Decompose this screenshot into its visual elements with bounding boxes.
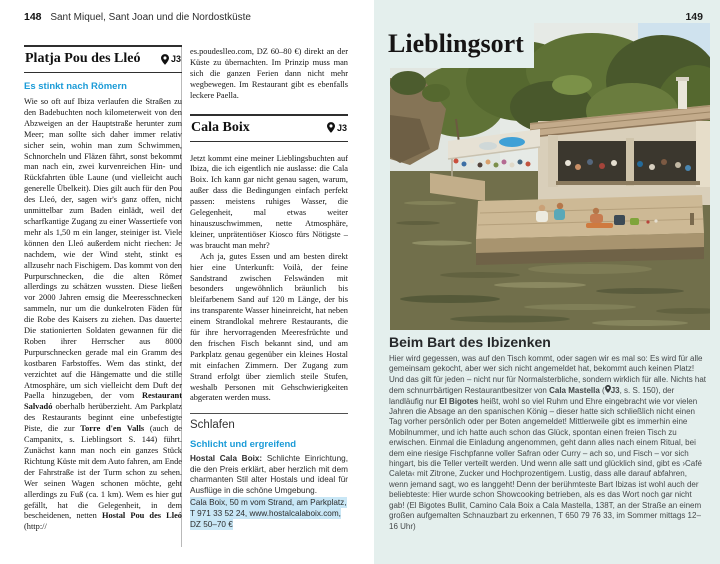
hostal-contact-info [190,498,348,530]
column-2 [190,45,348,530]
contact-highlight: Cala Boix, 50 m vom Strand, am Parkplatz, T 971 33 52 24, www.hostalcalaboix.com, DZ 50–70 € [190,498,347,529]
map-grid-ref: J3 [170,54,181,64]
article-body-text: Hier wird gegessen, was auf den Tisch kommt, oder sagen wir es mal so: Es wird für alle gemeinsam gekocht, aber wer sich nicht angemeldet hat, bekommt auch keinen Platz! Und das gilt für jeden – nicht nur für Normalsterbliche, sondern wirklich für alle. Nichts hat dem schnurrbärtigen Restaurantbesitzer von Cala Mastella ( J3, s. S. 150), der landläufig nur El Bigotes heißt, wohl so viel Ruhm und Ehre eingebracht wie vor vielen Jahren die Absage an den spanischen König – dieser hatte sich schließlich nicht einen Tag vorher persönlich oder per Boten angemeldet! Mittlerweile gibt es immerhin eine Mobilnummer, und ich hatte auch schon das Glück, spontan einen freien Tisch zu erwischen. Einmal die Einladung angenommen, geht dann alles nach einem Ritual, bei dem eine riesige Fischpfanne voller Safran oder Curry – ach so, und Fisch – vor sich hingart, bis die Teller verteilt werden. Und wenn alle satt und glücklich sind, gibt es ›Café Caleta‹ mit Zitrone, Zucker und Hochprozentigem. Lustig, dass alle darauf abfahren, wenn jemand sagt, wo es langgeht! Denn der berühmteste Bart Ibizas ist wohl auch der beliebteste: Hier wurde schon Showcooking betrieben, als es das Wort noch gar nicht gab! (El Bigotes Bullit, Camino Cala Boix a Cala Mastella, 138T, an der Straße an einem großen aufgemalten Schnauzbart zu erkennen, T 650 79 76 33, im Sommer mittags 12–16 Uhr) [389,354,707,531]
column-1 [24,45,182,533]
article-heading: Beim Bart des Ibizenken [389,334,551,350]
running-header [24,11,354,23]
map-reference [161,54,181,65]
entry-title: Platja Pou des Lleó [25,51,141,66]
entry-header-cala-boix [190,114,348,142]
map-grid-ref: J3 [336,122,347,133]
entry-body-text: Ach ja, gutes Essen und am besten direkt hier eine Unterkunft: Voilà, der feine Sandstrand zwischen Felswänden mit besonders ungewöhnlich bräunlich bis bleifarbenem Sand auf 120 m Länge, der bis ins transparente Wasser hineinreicht, hat neben einem Strandlokal mehrere Restaurants, die für ihre hervorragenden Meeresfrüchte und den frischen Fisch bekannt sind, und am Parkplatz genau gegenüber ein kleines Hostal mit einfachen Zimmern. Der Zugang zum Strand erfolgt über ziemlich steile Stufen, weshalb Personen mit Gehschwierigkeiten abgeraten werden muss. [190,251,348,403]
sleep-subhead: Schlicht und ergreifend [190,439,297,451]
map-pin-icon [327,122,335,133]
entry-body-text: Wie so oft auf Ibiza verlaufen die Straßen zu den Badebuchten noch kilometerweit von den Abzweigen an der Hauptstraße herunter zum Meer; man sollte sich daher immer relativ sicher sein, wohin man zum Schwimmen, Schnorcheln und Fläzen fährt, sonst bekommt man nach ein, zwei kurvenreichen Hin- und Rückfahrten üble Laune (und vielleicht auch generelle Übelkeit). Dies gilt auch für den Pou des Lleó, der, sagen wir's ganz offen, nicht unmittelbar zum Baden einlädt, weil der scharfkantige Zugang zu einer Wassertiefe von mehr als 1,50 m ein langer, steiniger ist. Viele können den Lleó außerdem nicht riechen: Je nachdem, wie der Wind steht, stinkt es allzusehr nach Fischigem. Das kommt von den Purpurschnecken, die die alten Römer allerdings zu schätzen wussten. Diese ließen vor 2000 Jahren emsig die Meeresschnecken sammeln, nur um die dunkelroten Fäden für die Robe des Kaisers zu ziehen. Das dauerte: Die stationierten Soldaten gewannen für die Roben ihrer Herrscher aus 8000 Purpurschnecken gerade mal ein Gramm des kostbaren Farbstoffes. Wem das stinkt, der verzichtet auf die Hängematte und die stille Atmosphäre, um sich vielleicht dem Duft der Paella hinzugeben, der vom Restaurant Salvadó oberhalb herüberzieht. Am Parkplatz des Restaurants beginnt eine unbefestigte Piste, die zur Torre d'en Valls (auch de Campanitx, s. Lieblingsort S. 144) führt. Zunächst kann man noch ein ganzes Stück Richtung Küste mit dem Auto fahren, am Ende der Fahrstraße ist der Turm schon zu sehen. Wer seinen Wagen schonen möchte, geht allerdings zu Fuß (ca. 1 km). Wem es hier gut gefällt, hat die Gelegenheit, in dem bescheidenen, netten Hostal Pou des Lleó (http:// [24,97,182,532]
hostal-review-text: Hostal Cala Boix: Schlichte Einrichtung, die den Preis erklärt, aber herzlich mit dem charmanten Stil alter Hostals und ideal für Ausflüge in die schöne Umgebung. [190,454,348,495]
feature-title: Lieblingsort [374,22,534,68]
entry-subhead: Es stinkt nach Römern [24,81,127,92]
page-number-right: 149 [685,11,703,23]
section-title-schlafen: Schlafen [190,419,235,432]
page-number-left: 148 [24,11,42,23]
entry-body-text: Jetzt kommt eine meiner Lieblingsbuchten auf Ibiza, die ich eigentlich nie auslasse: die Cala Boix. Ich kann gar nicht genau sagen, warum, außer dass die Bedingungen einfach perfekt passen: meistens ruhiges Wasser, die Gelegenheit, mal etwas weiter hinauszuschwimmen, nette Atmosphäre, kleiner, unprätentiöser Kiosco fürs Nötigste – was braucht man mehr? [190,153,348,250]
entry-header-platja-pou [24,45,182,73]
entry-title: Cala Boix [191,119,250,135]
map-reference [327,122,347,133]
beach-restaurant-photo [390,23,710,330]
map-pin-icon [161,54,169,65]
running-header-title: Sant Miquel, Sant Joan und die Nordostküste [50,12,251,23]
section-rule [190,413,348,431]
entry-body-continuation: es.poudeslleo.com, DZ 60–80 €) direkt an der Küste zu übernachten. Im Prinzip muss man sich die ganzen Ferien dann nicht mehr wegbewegen. Im Restaurant gibt es ebenfalls leckere Paella. [190,47,348,100]
photo-illustration [390,23,710,330]
right-page [374,0,720,564]
